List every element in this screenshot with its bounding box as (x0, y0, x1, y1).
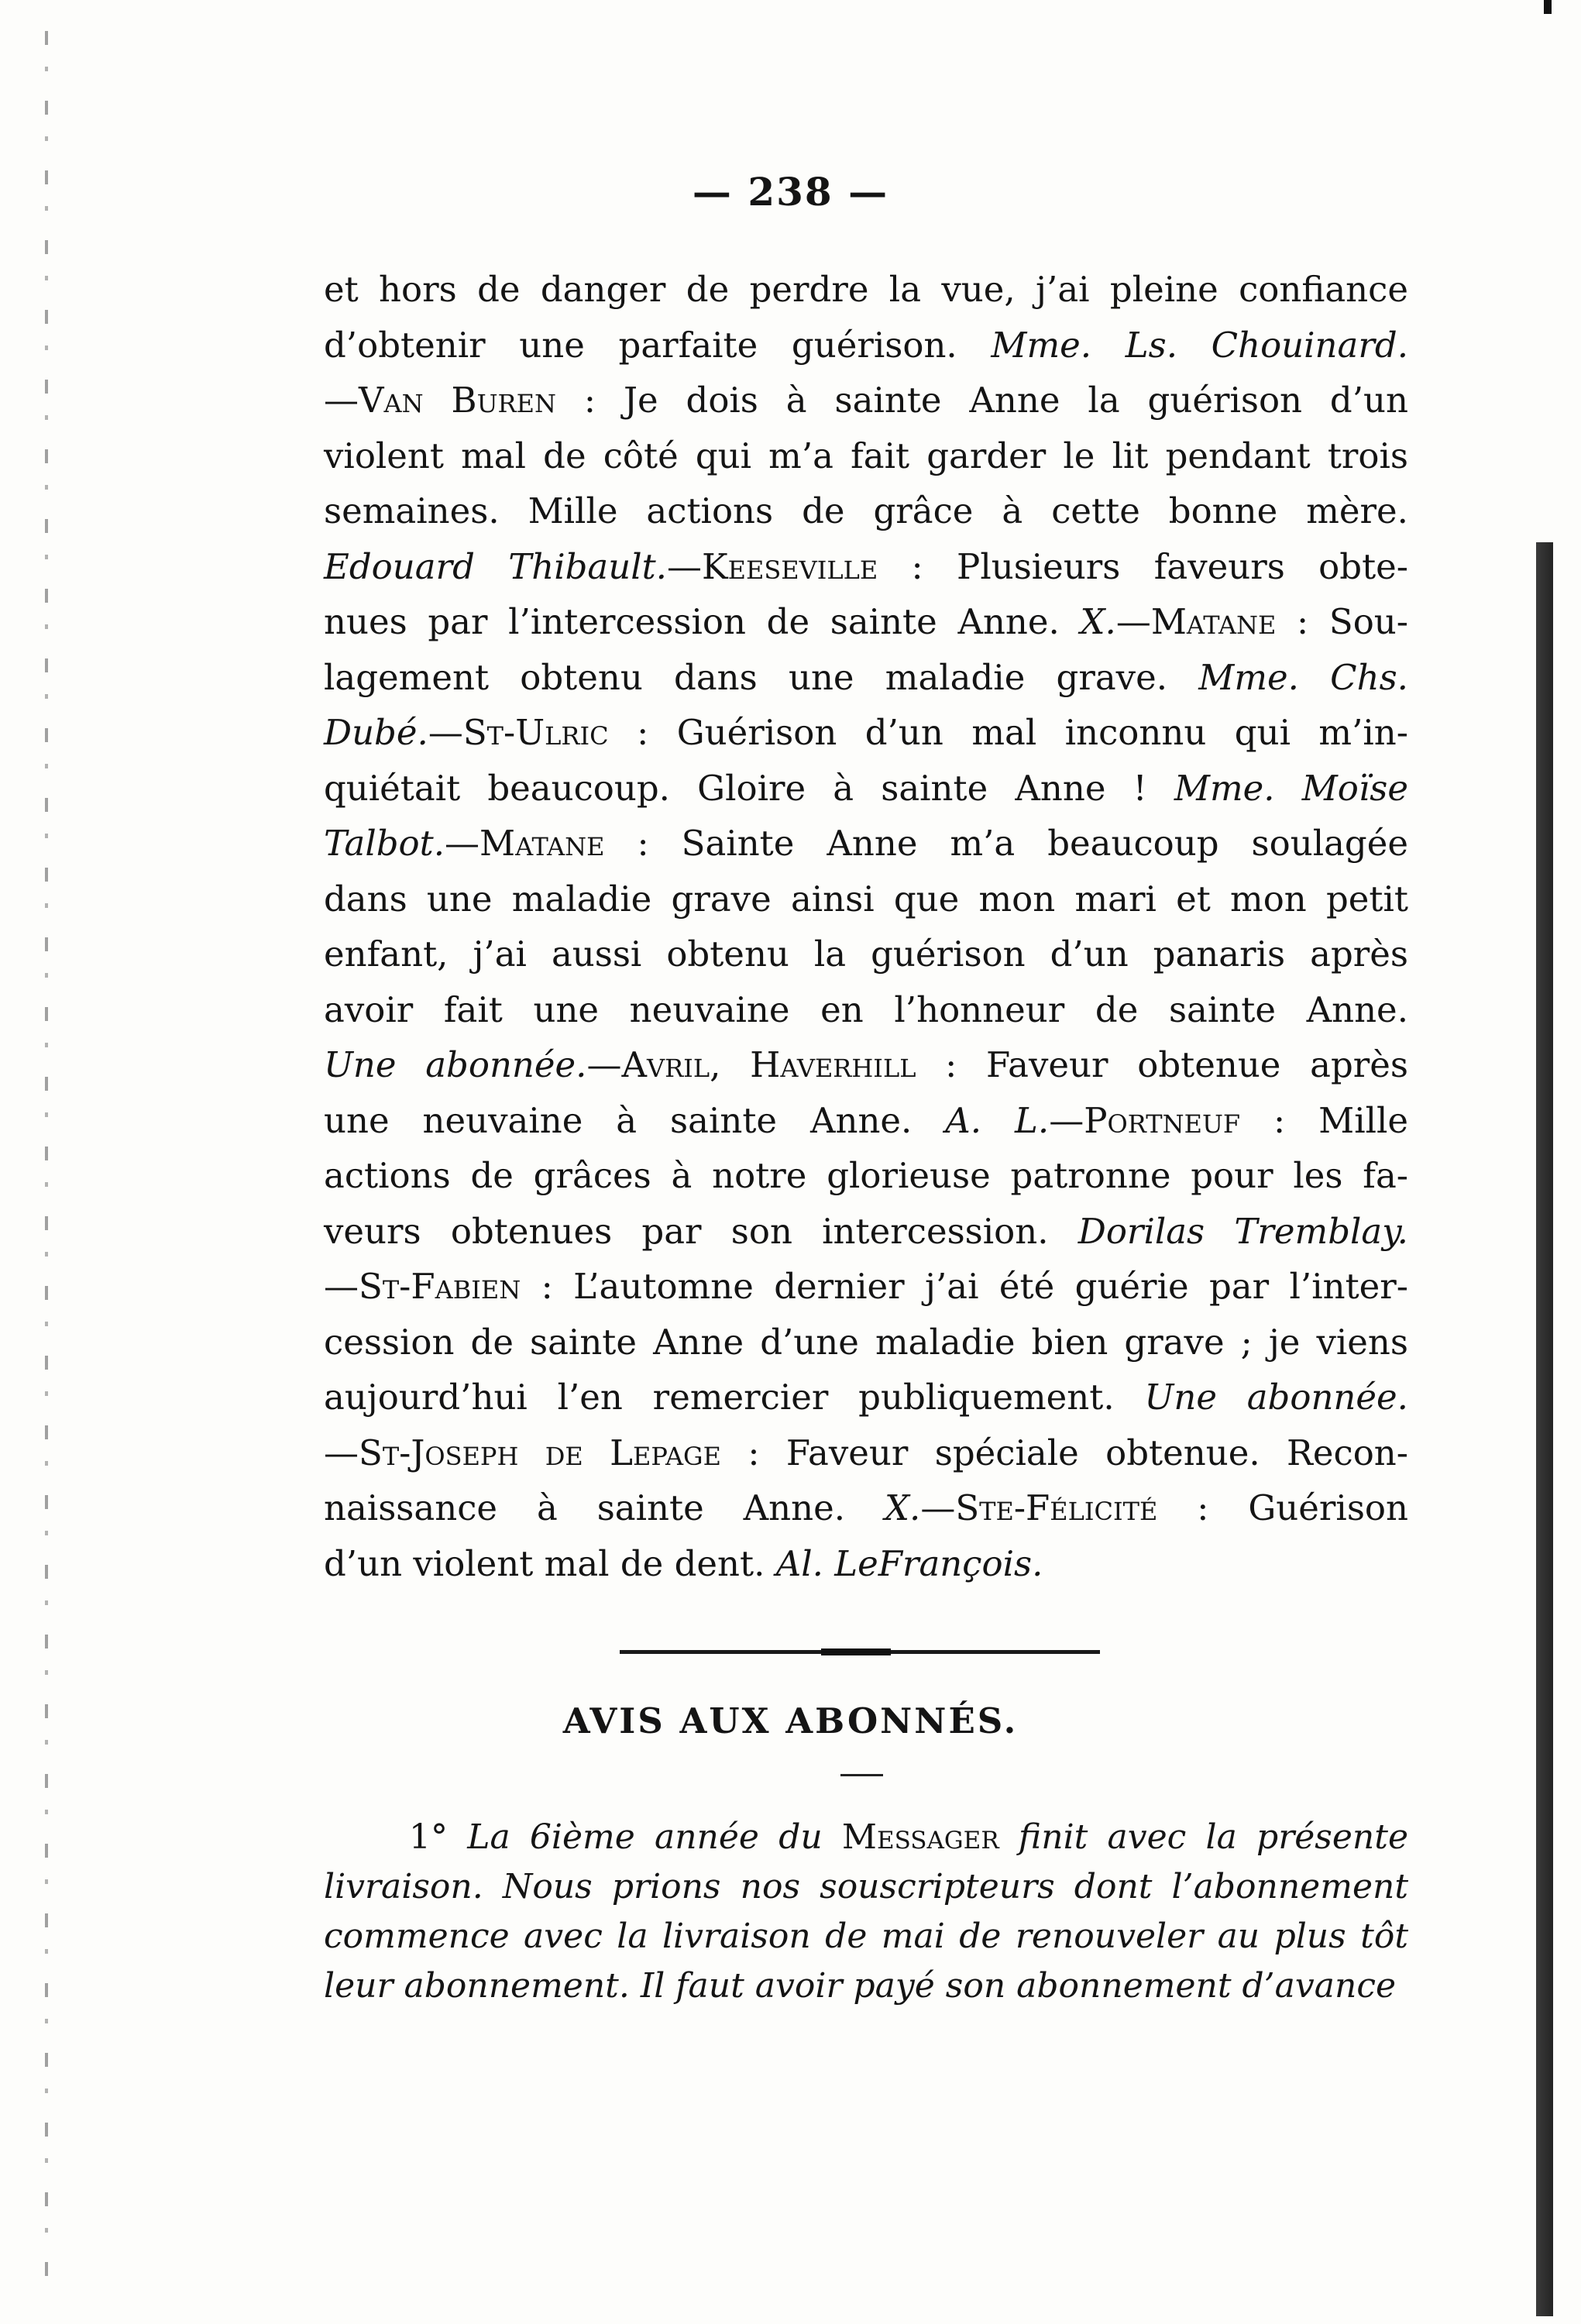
text-line (324, 428, 1408, 484)
text-line (324, 1912, 1408, 1961)
text-segment: Al. LeFrançois. (775, 1542, 1043, 1584)
text-line (324, 318, 1408, 373)
text-segment: — (324, 1266, 359, 1307)
text-line (324, 761, 1408, 816)
text-segment: Une abonnée. (324, 1044, 587, 1085)
text-segment: : Plusieurs faveurs obte- (878, 545, 1408, 587)
notice-paragraph (324, 1813, 1408, 2011)
text-line (324, 1148, 1408, 1204)
text-line (324, 982, 1408, 1038)
text-segment: — (428, 712, 463, 753)
text-line (324, 1259, 1408, 1315)
text-line (324, 1536, 1408, 1592)
text-segment: Dorilas Tremblay. (1077, 1210, 1408, 1252)
text-segment: cession de sainte Anne d’une maladie bien grave ; je viens (324, 1321, 1408, 1363)
text-segment: dans une maladie grave ainsi que mon mari et mon petit (324, 878, 1408, 920)
text-segment: St-Ulric (462, 712, 609, 753)
text-segment: X. (1080, 601, 1116, 642)
text-segment: : Guérison d’un mal inconnu qui m’in- (608, 712, 1408, 753)
text-segment: : Je dois à sainte Anne la guérison d’un (556, 380, 1408, 421)
text-line (324, 1204, 1408, 1260)
text-segment: X. (884, 1487, 921, 1528)
scan-edge-left (45, 31, 48, 2293)
text-segment: La 6ième année du (467, 1817, 842, 1857)
text-segment: violent mal de côté qui m’a fait garder le lit pendant trois (324, 435, 1408, 476)
text-segment: Matane (1150, 601, 1277, 642)
text-segment: — (324, 380, 359, 421)
text-segment: naissance à sainte Anne. (324, 1487, 885, 1528)
text-line (324, 927, 1408, 982)
text-line (324, 1862, 1408, 1912)
text-segment: enfant, j’ai aussi obtenu la guérison d’un panaris après (324, 933, 1408, 975)
text-segment: Avril, Haverhill (621, 1044, 916, 1085)
page-number: — 238 — (692, 169, 889, 215)
text-segment: — (445, 823, 480, 864)
text-line (324, 594, 1408, 650)
text-segment: St-Fabien (359, 1266, 521, 1307)
text-segment: Matane (479, 823, 605, 864)
text-line (324, 1425, 1408, 1481)
text-segment: — (920, 1487, 956, 1528)
text-segment: Mme. Moïse (1174, 767, 1408, 809)
text-line (324, 1037, 1408, 1093)
text-segment: lagement obtenu dans une maladie grave. (324, 656, 1199, 698)
text-segment: d’obtenir une parfaite guérison. (324, 324, 992, 366)
text-segment: Portneuf (1084, 1099, 1241, 1141)
text-segment: Messager (841, 1817, 999, 1857)
text-segment: : Sou- (1276, 601, 1408, 642)
text-line (324, 650, 1408, 706)
text-line (324, 871, 1408, 927)
text-line (324, 816, 1408, 871)
text-line (324, 1315, 1408, 1370)
text-line (324, 373, 1408, 428)
text-segment: : Faveur spéciale obtenue. Recon- (720, 1432, 1408, 1473)
text-segment: d’un violent mal de dent. (324, 1542, 776, 1584)
text-segment: aujourd’hui l’en remercier publiquement. (324, 1377, 1145, 1418)
text-segment: — (667, 545, 702, 587)
text-line (324, 1813, 1408, 1862)
text-line (324, 705, 1408, 761)
testimonials-paragraph (324, 262, 1408, 1591)
text-segment: St-Joseph de Lepage (359, 1432, 721, 1473)
text-segment: Mme. Ls. Chouinard. (991, 324, 1408, 366)
text-segment: — (1049, 1099, 1084, 1141)
text-line (324, 1370, 1408, 1425)
text-segment: et hors de danger de perdre la vue, j’ai pleine confiance (324, 269, 1408, 310)
text-segment: veurs obtenues par son intercession. (324, 1210, 1078, 1252)
text-segment: quiétait beaucoup. Gloire à sainte Anne ! (324, 767, 1174, 809)
text-segment: une neuvaine à sainte Anne. (324, 1099, 946, 1141)
text-line (324, 1961, 1408, 2011)
text-segment: : Faveur obtenue après (916, 1044, 1408, 1085)
heading-underline (840, 1774, 883, 1776)
scan-edge-right (1536, 542, 1553, 2316)
text-segment: Keeseville (702, 545, 878, 587)
text-segment: livraison. Nous prions nos souscripteurs dont l’abonnement (324, 1867, 1408, 1906)
text-segment: A. L. (945, 1099, 1050, 1141)
section-heading: AVIS AUX ABONNÉS. (562, 1700, 1019, 1741)
text-segment: semaines. Mille actions de grâce à cette bonne mère. (324, 490, 1408, 531)
text-segment: : Sainte Anne m’a beaucoup soulagée (604, 823, 1408, 864)
text-segment: : Guérison (1157, 1487, 1408, 1528)
text-segment: : L’automne dernier j’ai été guérie par l’inter- (521, 1266, 1408, 1307)
text-line (324, 1480, 1408, 1536)
text-segment: Ste-Félicité (955, 1487, 1158, 1528)
text-segment: finit avec la présente (998, 1817, 1408, 1857)
text-segment: : Mille (1240, 1099, 1409, 1141)
text-segment: 1° (409, 1817, 468, 1857)
text-segment: Dubé. (324, 712, 428, 753)
text-segment: Edouard Thibault. (324, 545, 667, 587)
text-segment: Talbot. (324, 823, 445, 864)
text-line (324, 483, 1408, 539)
text-segment: — (1115, 601, 1151, 642)
text-segment: — (586, 1044, 622, 1085)
text-segment: Une abonnée. (1144, 1377, 1408, 1418)
section-divider-ornament (821, 1648, 891, 1655)
text-segment: Van Buren (359, 380, 556, 421)
text-line (324, 539, 1408, 595)
text-segment: nues par l’intercession de sainte Anne. (324, 601, 1081, 642)
text-line (324, 1093, 1408, 1149)
text-segment: Mme. Chs. (1198, 656, 1408, 698)
text-line (324, 262, 1408, 318)
text-segment: — (324, 1432, 359, 1473)
text-segment: actions de grâces à notre glorieuse patronne pour les fa- (324, 1155, 1408, 1196)
text-segment: avoir fait une neuvaine en l’honneur de sainte Anne. (324, 988, 1408, 1030)
text-segment: leur abonnement. Il faut avoir payé son abonnement d’avance (324, 1966, 1397, 2006)
text-segment: commence avec la livraison de mai de renouveler au plus tôt (324, 1917, 1408, 1956)
scan-edge-mark (1544, 0, 1552, 14)
